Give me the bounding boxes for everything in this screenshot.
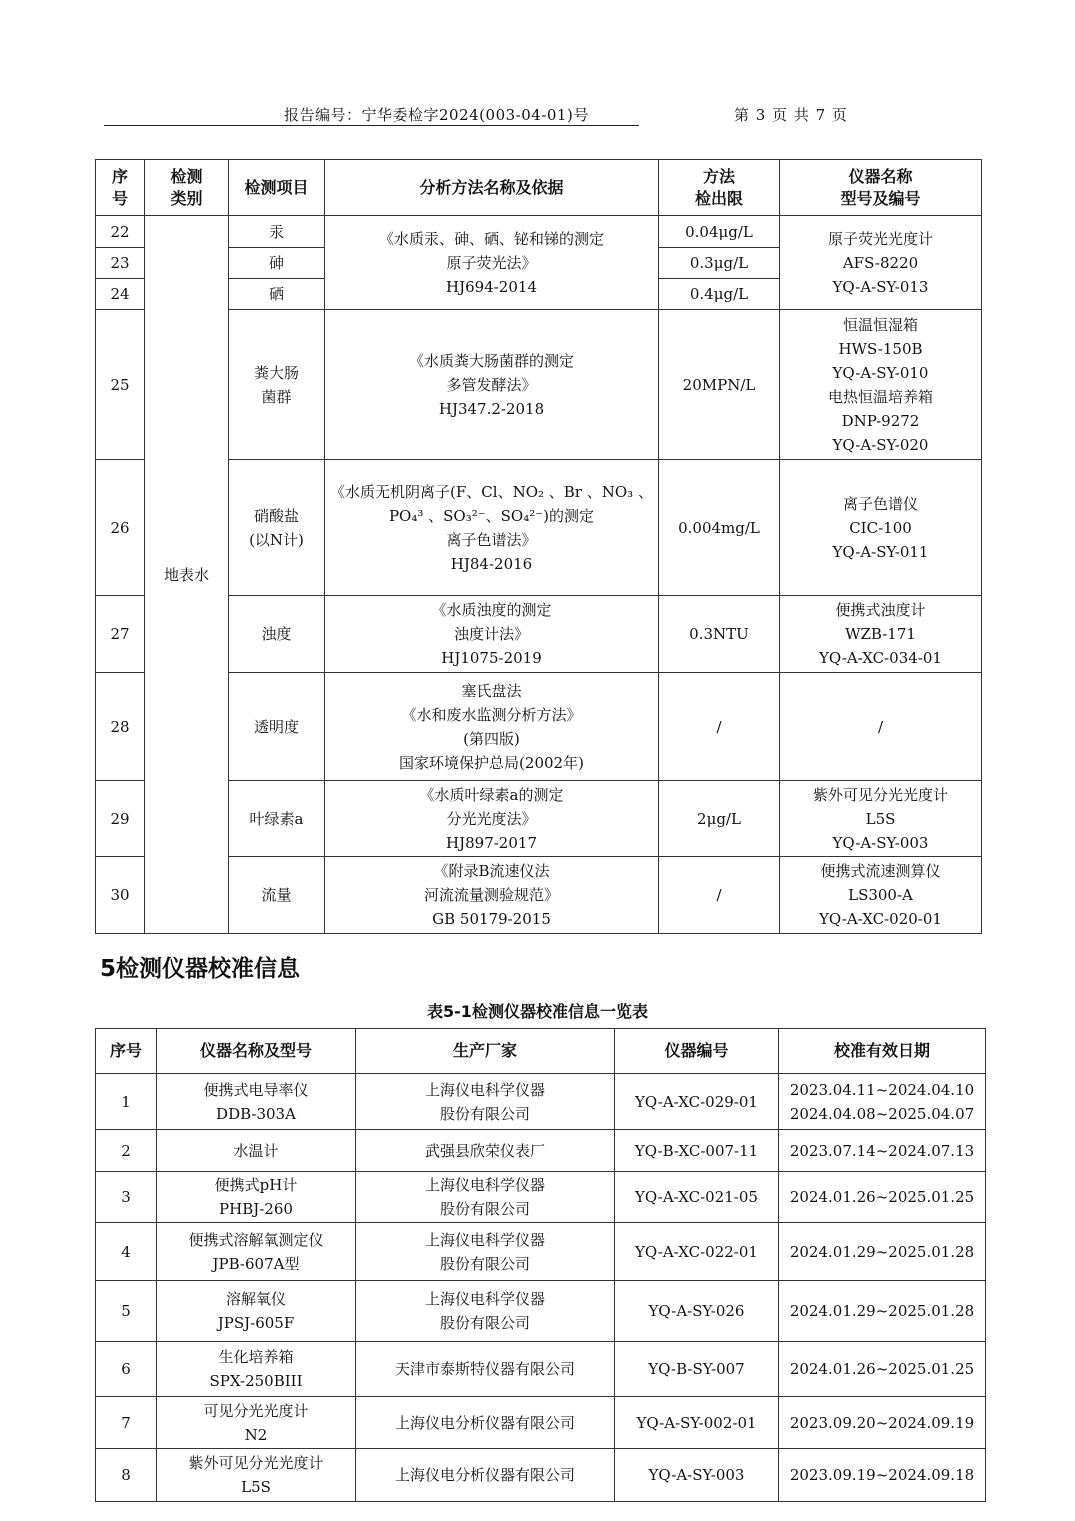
row-id: YQ-A-XC-021-05 — [615, 1172, 779, 1223]
table-row — [96, 1397, 986, 1449]
table-row — [96, 460, 982, 596]
header-id: 仪器编号 — [615, 1029, 779, 1074]
row-name: 生化培养箱 SPX-250BIII — [157, 1342, 356, 1397]
row-name: 溶解氧仪 JPSJ-605F — [157, 1281, 356, 1342]
row-method: 塞氏盘法 《水和废水监测分析方法》 (第四版) 国家环境保护总局(2002年) — [325, 673, 659, 781]
row-name: 可见分光光度计 N2 — [157, 1397, 356, 1449]
header-no: 序 号 — [96, 160, 145, 216]
row-no: 6 — [96, 1342, 157, 1397]
row-no: 23 — [96, 248, 145, 279]
table-row — [96, 1223, 986, 1281]
header-no: 序号 — [96, 1029, 157, 1074]
row-name: 紫外可见分光光度计 L5S — [157, 1449, 356, 1502]
row-limit: 0.4μg/L — [659, 279, 780, 310]
row-item: 硝酸盐 (以N计) — [229, 460, 325, 596]
header-date: 校准有效日期 — [779, 1029, 986, 1074]
table-row — [96, 1172, 986, 1223]
table-row — [96, 857, 982, 934]
row-instrument: 离子色谱仪 CIC-100 YQ-A-SY-011 — [780, 460, 982, 596]
table-row — [96, 1449, 986, 1502]
table-row — [96, 310, 982, 460]
header-limit: 方法 检出限 — [659, 160, 780, 216]
row-instrument: 原子荧光光度计 AFS-8220 YQ-A-SY-013 — [780, 216, 982, 310]
row-no: 7 — [96, 1397, 157, 1449]
row-limit: / — [659, 857, 780, 934]
row-no: 5 — [96, 1281, 157, 1342]
row-date: 2023.07.14~2024.07.13 — [779, 1130, 986, 1172]
row-no: 25 — [96, 310, 145, 460]
row-name: 便携式电导率仪 DDB-303A — [157, 1074, 356, 1130]
row-limit: 2μg/L — [659, 781, 780, 857]
row-id: YQ-A-XC-029-01 — [615, 1074, 779, 1130]
table-row — [96, 1342, 986, 1397]
header-item: 检测项目 — [229, 160, 325, 216]
table-row — [96, 1130, 986, 1172]
row-maker: 天津市泰斯特仪器有限公司 — [356, 1342, 615, 1397]
row-no: 8 — [96, 1449, 157, 1502]
row-no: 4 — [96, 1223, 157, 1281]
header-instrument: 仪器名称 型号及编号 — [780, 160, 982, 216]
row-method: 《附录B流速仪法 河流流量测验规范》 GB 50179-2015 — [325, 857, 659, 934]
row-method: 《水质粪大肠菌群的测定 多管发酵法》 HJ347.2-2018 — [325, 310, 659, 460]
row-id: YQ-A-SY-002-01 — [615, 1397, 779, 1449]
row-name: 便携式pH计 PHBJ-260 — [157, 1172, 356, 1223]
row-instrument: / — [780, 673, 982, 781]
row-item: 流量 — [229, 857, 325, 934]
row-limit: 0.3μg/L — [659, 248, 780, 279]
row-no: 3 — [96, 1172, 157, 1223]
row-id: YQ-B-XC-007-11 — [615, 1130, 779, 1172]
page-number: 第 3 页 共 7 页 — [734, 106, 848, 124]
row-limit: 20MPN/L — [659, 310, 780, 460]
row-maker: 上海仪电科学仪器 股份有限公司 — [356, 1281, 615, 1342]
row-date: 2023.09.20~2024.09.19 — [779, 1397, 986, 1449]
row-item: 砷 — [229, 248, 325, 279]
row-no: 2 — [96, 1130, 157, 1172]
test-methods-table — [95, 159, 982, 934]
header-method: 分析方法名称及依据 — [325, 160, 659, 216]
row-date: 2023.09.19~2024.09.18 — [779, 1449, 986, 1502]
row-item: 汞 — [229, 216, 325, 248]
row-no: 22 — [96, 216, 145, 248]
row-id: YQ-A-XC-022-01 — [615, 1223, 779, 1281]
row-maker: 上海仪电分析仪器有限公司 — [356, 1449, 615, 1502]
row-instrument: 紫外可见分光光度计 L5S YQ-A-SY-003 — [780, 781, 982, 857]
header-underline — [104, 125, 639, 126]
table-header-row — [96, 1029, 986, 1074]
row-no: 28 — [96, 673, 145, 781]
row-item: 叶绿素a — [229, 781, 325, 857]
row-method: 《水质无机阴离子(F、Cl、NO₂ 、Br 、NO₃ 、PO₄³ 、SO₃²⁻、SO₄²⁻)的测定 离子色谱法》 HJ84-2016 — [325, 460, 659, 596]
row-id: YQ-A-SY-003 — [615, 1449, 779, 1502]
category-cell: 地表水 — [145, 216, 229, 934]
report-number: 报告编号：宁华委检字2024(003-04-01)号 — [284, 106, 589, 124]
row-no: 1 — [96, 1074, 157, 1130]
page-header — [104, 104, 860, 126]
calibration-table — [95, 1028, 986, 1502]
row-item: 浊度 — [229, 596, 325, 673]
row-no: 27 — [96, 596, 145, 673]
row-date: 2024.01.26~2025.01.25 — [779, 1172, 986, 1223]
row-maker: 武强县欣荣仪表厂 — [356, 1130, 615, 1172]
table-row — [96, 1281, 986, 1342]
table-caption: 表5-1检测仪器校准信息一览表 — [427, 1002, 648, 1021]
row-instrument: 便携式流速测算仪 LS300-A YQ-A-XC-020-01 — [780, 857, 982, 934]
row-limit: 0.04μg/L — [659, 216, 780, 248]
row-maker: 上海仪电科学仪器 股份有限公司 — [356, 1223, 615, 1281]
row-maker: 上海仪电科学仪器 股份有限公司 — [356, 1074, 615, 1130]
table-row — [96, 673, 982, 781]
row-limit: / — [659, 673, 780, 781]
table-row — [96, 781, 982, 857]
row-date: 2024.01.29~2025.01.28 — [779, 1223, 986, 1281]
row-date: 2024.01.29~2025.01.28 — [779, 1281, 986, 1342]
row-method: 《水质浊度的测定 浊度计法》 HJ1075-2019 — [325, 596, 659, 673]
row-limit: 0.3NTU — [659, 596, 780, 673]
row-item: 硒 — [229, 279, 325, 310]
row-date: 2023.04.11~2024.04.10 2024.04.08~2025.04.07 — [779, 1074, 986, 1130]
section-title: 5检测仪器校准信息 — [100, 956, 301, 982]
row-id: YQ-A-SY-026 — [615, 1281, 779, 1342]
header-category: 检测 类别 — [145, 160, 229, 216]
table-row — [96, 216, 982, 248]
row-maker: 上海仪电分析仪器有限公司 — [356, 1397, 615, 1449]
table-row — [96, 596, 982, 673]
table-row — [96, 1074, 986, 1130]
row-no: 30 — [96, 857, 145, 934]
header-name: 仪器名称及型号 — [157, 1029, 356, 1074]
row-maker: 上海仪电科学仪器 股份有限公司 — [356, 1172, 615, 1223]
row-item: 粪大肠 菌群 — [229, 310, 325, 460]
row-instrument: 恒温恒湿箱 HWS-150B YQ-A-SY-010 电热恒温培养箱 DNP-9272 YQ-A-SY-020 — [780, 310, 982, 460]
row-date: 2024.01.26~2025.01.25 — [779, 1342, 986, 1397]
row-instrument: 便携式浊度计 WZB-171 YQ-A-XC-034-01 — [780, 596, 982, 673]
row-limit: 0.004mg/L — [659, 460, 780, 596]
row-method: 《水质汞、砷、硒、铋和锑的测定 原子荧光法》 HJ694-2014 — [325, 216, 659, 310]
header-maker: 生产厂家 — [356, 1029, 615, 1074]
row-name: 水温计 — [157, 1130, 356, 1172]
row-method: 《水质叶绿素a的测定 分光光度法》 HJ897-2017 — [325, 781, 659, 857]
row-no: 29 — [96, 781, 145, 857]
row-no: 24 — [96, 279, 145, 310]
row-no: 26 — [96, 460, 145, 596]
row-id: YQ-B-SY-007 — [615, 1342, 779, 1397]
row-item: 透明度 — [229, 673, 325, 781]
table-header-row — [96, 160, 982, 216]
row-name: 便携式溶解氧测定仪 JPB-607A型 — [157, 1223, 356, 1281]
